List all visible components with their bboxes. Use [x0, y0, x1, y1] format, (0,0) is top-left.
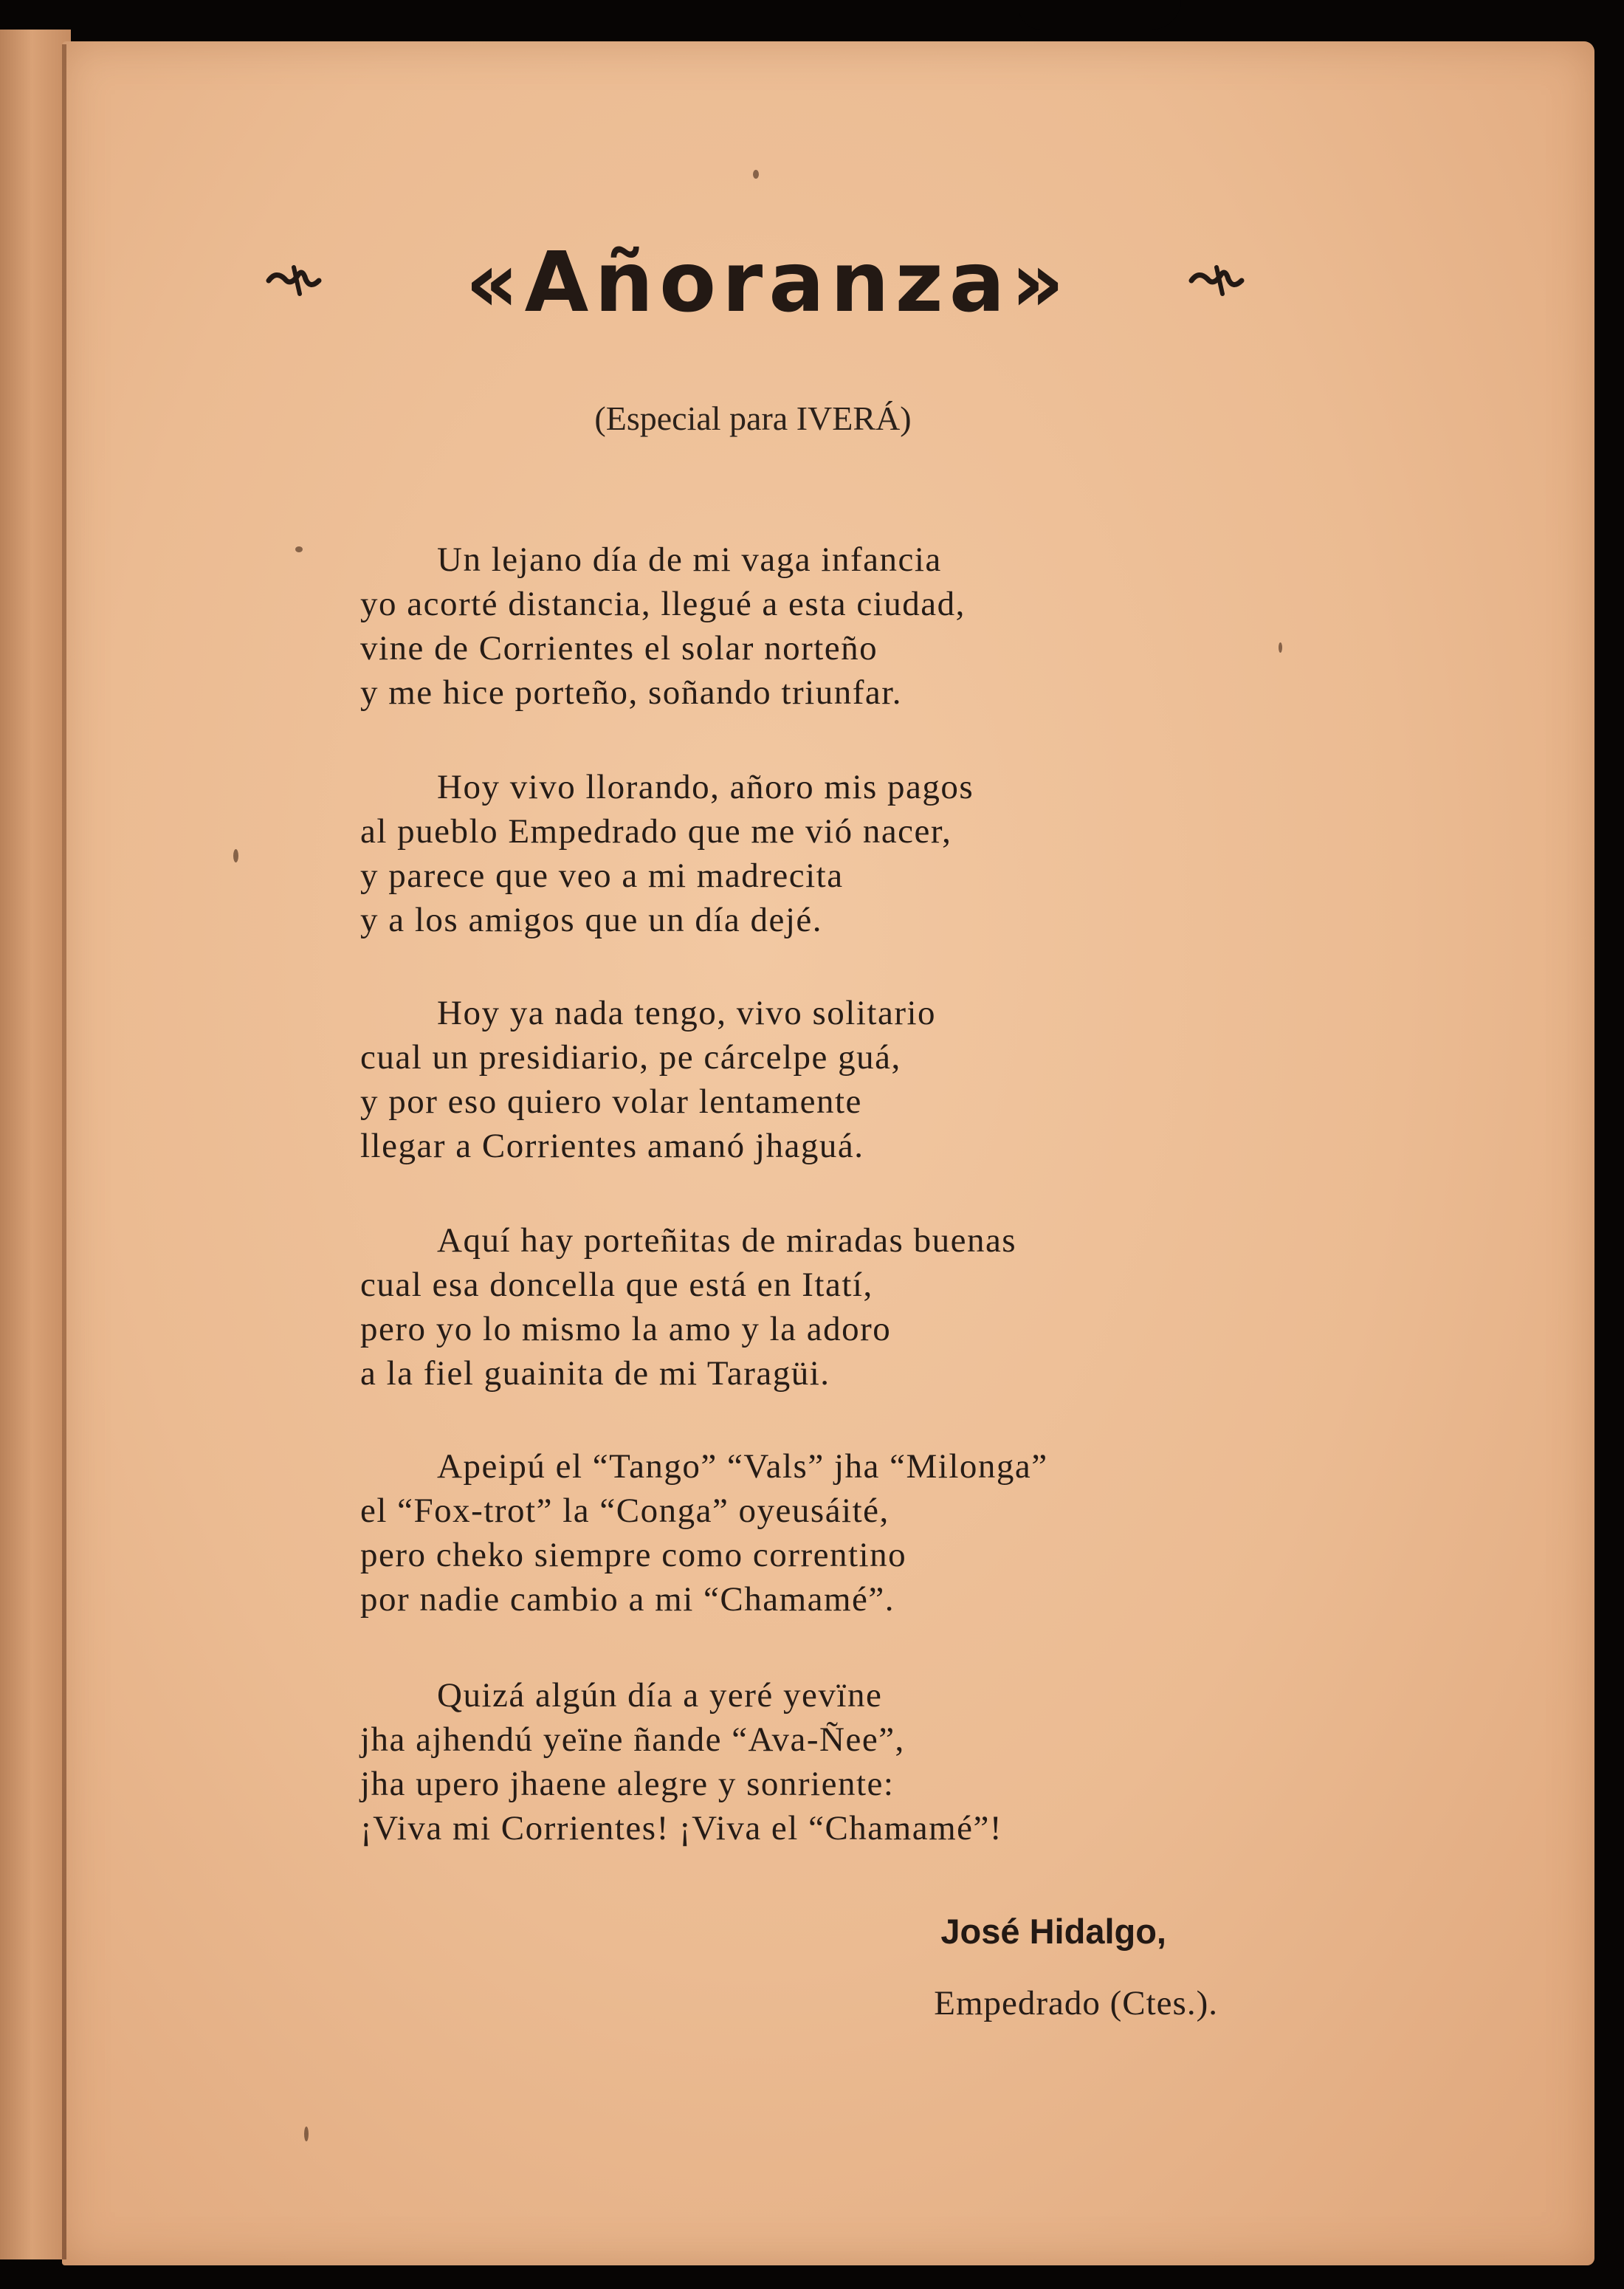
book-spine-edge — [0, 30, 71, 2259]
poem-line: jha ajhendú yeïne ñande “Ava-Ñee”, — [360, 1720, 905, 1759]
poem-line: pero yo lo mismo la amo y la adoro — [360, 1310, 892, 1348]
stanza-2 — [360, 765, 1209, 942]
title-row — [251, 235, 1284, 338]
poem-line: Apeipú el “Tango” “Vals” jha “Milonga” — [437, 1447, 1048, 1486]
stanza-4 — [360, 1218, 1209, 1396]
poem-line: por nadie cambio a mi “Chamamé”. — [360, 1580, 895, 1619]
poem-line: a la fiel guainita de mi Taragüi. — [360, 1354, 830, 1393]
paper-speck — [1279, 642, 1282, 653]
poem-line: y me hice porteño, soñando triunfar. — [360, 673, 903, 712]
poem-line: Quizá algún día a yeré yevïne — [437, 1676, 883, 1715]
stanza-1 — [360, 538, 1209, 715]
flourish-ornament-icon — [1188, 264, 1245, 297]
poem-line: pero cheko siempre como correntino — [360, 1536, 907, 1574]
page-gutter — [62, 44, 66, 2259]
poem-place: Empedrado (Ctes.). — [934, 1984, 1218, 2022]
poem-line: yo acorté distancia, llegué a esta ciudad, — [360, 585, 966, 623]
stanza-5 — [360, 1444, 1209, 1621]
poem-line: ¡Viva mi Corrientes! ¡Viva el “Chamamé”! — [360, 1809, 1003, 1847]
poem-line: Hoy vivo llorando, añoro mis pagos — [437, 768, 974, 806]
poem-line: llegar a Corrientes amanó jhaguá. — [360, 1127, 864, 1165]
poem-title: «Añoranza» — [465, 235, 1070, 331]
paper-speck — [304, 2127, 309, 2141]
poem-author: José Hidalgo, — [940, 1912, 1166, 1951]
paper-speck — [233, 849, 238, 862]
poem-line: Aquí hay porteñitas de miradas buenas — [437, 1221, 1017, 1260]
page-tear — [1019, 0, 1181, 30]
stanza-3 — [360, 991, 1209, 1168]
poem-line: Hoy ya nada tengo, vivo solitario — [437, 994, 937, 1032]
poem-line: al pueblo Empedrado que me vió nacer, — [360, 812, 952, 851]
paper-speck — [295, 546, 303, 552]
poem-line: cual esa doncella que está en Itatí, — [360, 1266, 873, 1304]
paper-speck — [753, 170, 759, 179]
poem-line: y parece que veo a mi madrecita — [360, 857, 844, 895]
poem-line: jha upero jhaene alegre y sonriente: — [360, 1765, 895, 1803]
poem-line: el “Fox-trot” la “Conga” oyeusáité, — [360, 1492, 890, 1530]
poem-line: cual un presidiario, pe cárcelpe guá, — [360, 1038, 901, 1077]
poem-subtitle: (Especial para IVERÁ) — [594, 399, 912, 437]
poem-line: Un lejano día de mi vaga infancia — [437, 540, 942, 579]
poem-line: vine de Corrientes el solar norteño — [360, 629, 878, 668]
flourish-ornament-icon — [266, 264, 322, 297]
stanza-6 — [360, 1673, 1209, 1850]
poem-line: y a los amigos que un día dejé. — [360, 901, 823, 939]
poem-line: y por eso quiero volar lentamente — [360, 1082, 862, 1121]
